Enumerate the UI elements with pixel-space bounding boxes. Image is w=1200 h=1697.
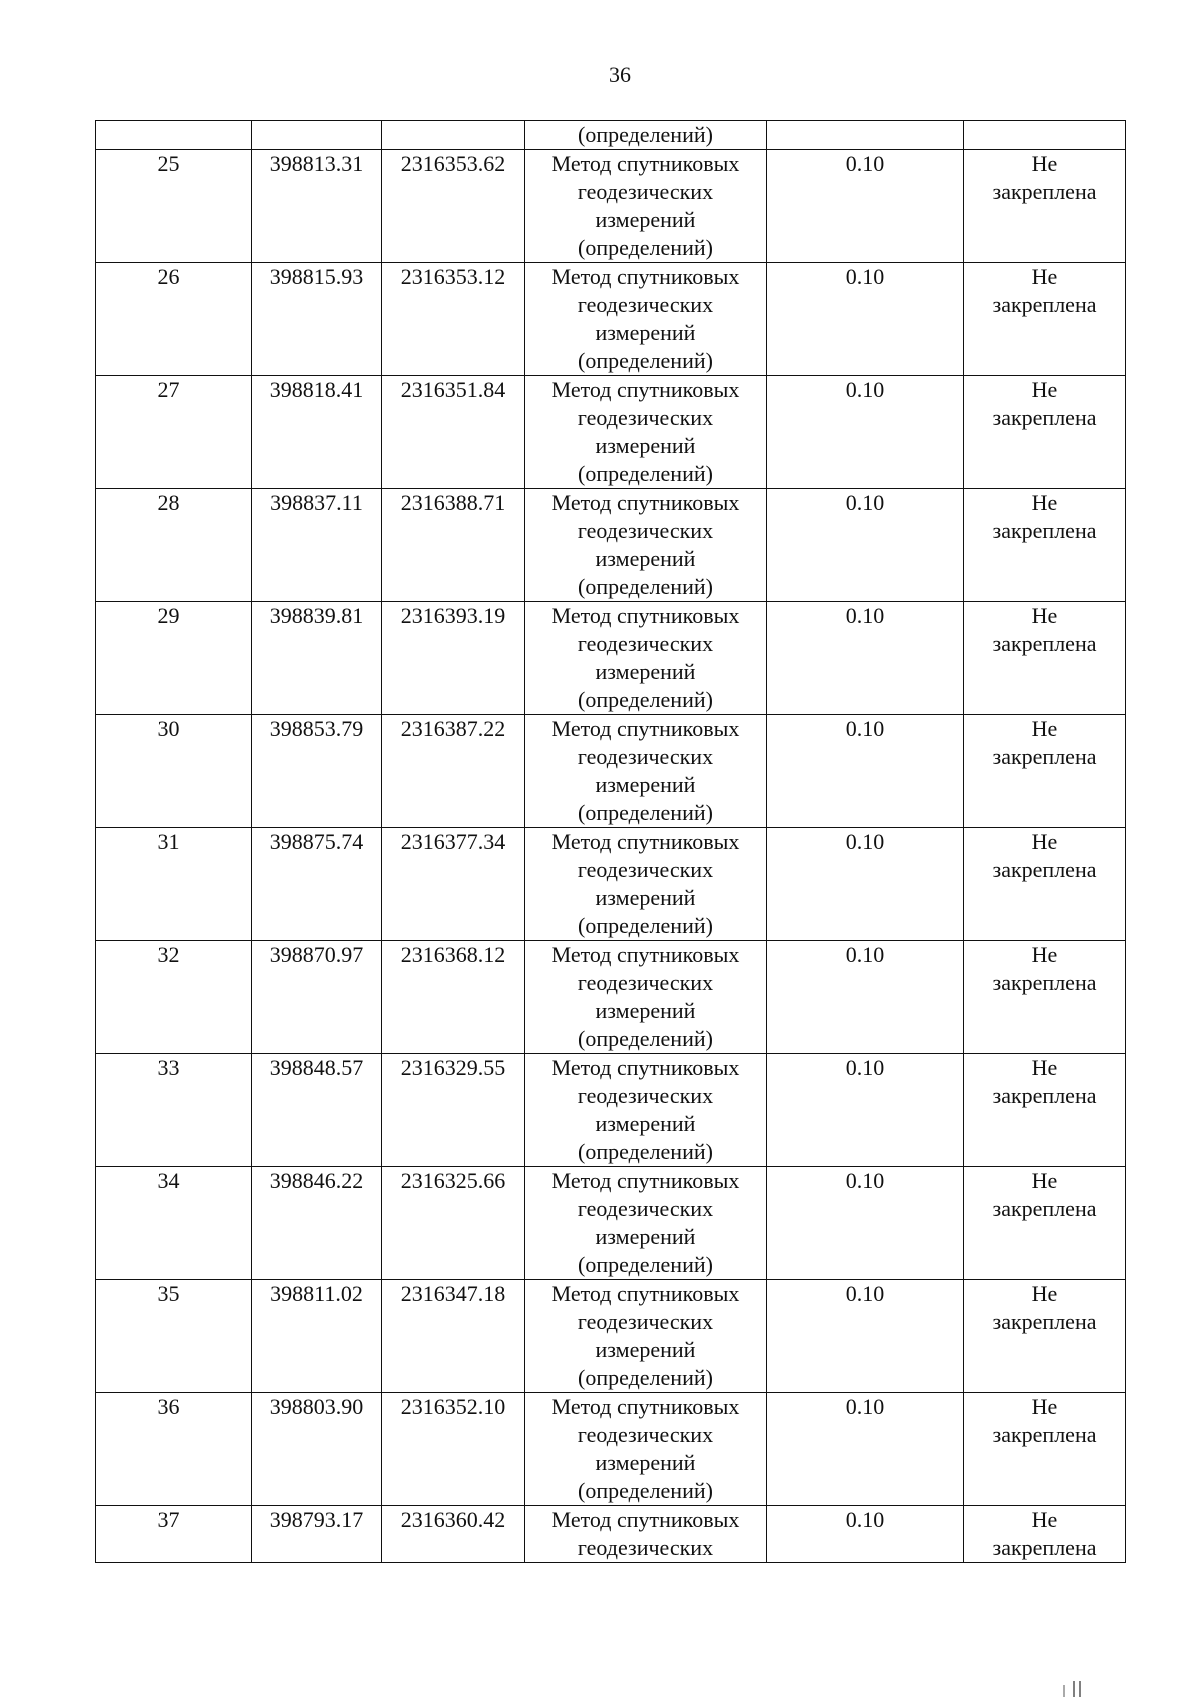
- method-line: (определений): [578, 461, 713, 486]
- fixing-cell: [964, 1393, 1126, 1506]
- accuracy-cell: 0.10: [767, 263, 964, 376]
- fixing-cell: [964, 1054, 1126, 1167]
- y-coordinate-cell: 2316353.62: [382, 150, 525, 263]
- method-line: Метод спутниковых: [551, 1394, 740, 1419]
- table-row: [96, 941, 1126, 1054]
- table-row: [96, 1167, 1126, 1280]
- fixing-line: Не: [1031, 1507, 1058, 1532]
- y-coordinate-cell: 2316388.71: [382, 489, 525, 602]
- accuracy-cell: 0.10: [767, 828, 964, 941]
- x-coordinate-cell: 398815.93: [252, 263, 382, 376]
- fixing-line: закреплена: [992, 405, 1097, 430]
- fixing-line: Не: [1031, 942, 1058, 967]
- fixing-cell: [964, 828, 1126, 941]
- method-line: (определений): [578, 1026, 713, 1051]
- x-coordinate-cell: 398818.41: [252, 376, 382, 489]
- fixing-cell: [964, 941, 1126, 1054]
- table-row: [96, 1506, 1126, 1563]
- x-coordinate-cell: [252, 121, 382, 150]
- method-cell: [525, 1280, 767, 1393]
- fixing-line: закреплена: [992, 631, 1097, 656]
- method-cell: [525, 1506, 767, 1563]
- x-coordinate-cell: 398853.79: [252, 715, 382, 828]
- method-line: (определений): [578, 574, 713, 599]
- point-number-cell: 36: [96, 1393, 252, 1506]
- accuracy-cell: 0.10: [767, 602, 964, 715]
- fixing-line: Не: [1031, 1055, 1058, 1080]
- point-number-cell: 25: [96, 150, 252, 263]
- method-line: геодезических: [577, 518, 714, 543]
- page-number: 36: [609, 62, 631, 87]
- fixing-line: Не: [1031, 716, 1058, 741]
- point-number-cell: 28: [96, 489, 252, 602]
- method-line: измерений: [595, 659, 696, 684]
- coordinates-table: [95, 120, 1126, 1563]
- y-coordinate-cell: 2316368.12: [382, 941, 525, 1054]
- method-line: Метод спутниковых: [551, 151, 740, 176]
- fixing-line: Не: [1031, 490, 1058, 515]
- method-line: измерений: [595, 998, 696, 1023]
- x-coordinate-cell: 398870.97: [252, 941, 382, 1054]
- method-line: измерений: [595, 772, 696, 797]
- accuracy-cell: 0.10: [767, 150, 964, 263]
- y-coordinate-cell: 2316325.66: [382, 1167, 525, 1280]
- accuracy-cell: 0.10: [767, 489, 964, 602]
- method-cell: [525, 263, 767, 376]
- accuracy-cell: 0.10: [767, 1054, 964, 1167]
- point-number-cell: 31: [96, 828, 252, 941]
- fixing-cell: [964, 150, 1126, 263]
- method-cell: [525, 376, 767, 489]
- table-row: [96, 263, 1126, 376]
- method-line: измерений: [595, 207, 696, 232]
- method-cell: [525, 121, 767, 150]
- method-line: Метод спутниковых: [551, 1055, 740, 1080]
- x-coordinate-cell: 398793.17: [252, 1506, 382, 1563]
- method-line: геодезических: [577, 1535, 714, 1560]
- method-line: измерений: [595, 1450, 696, 1475]
- method-line: Метод спутниковых: [551, 377, 740, 402]
- accuracy-cell: 0.10: [767, 1393, 964, 1506]
- method-cell: [525, 828, 767, 941]
- method-line: геодезических: [577, 857, 714, 882]
- method-line: геодезических: [577, 631, 714, 656]
- point-number-cell: 27: [96, 376, 252, 489]
- table-row: [96, 1054, 1126, 1167]
- table-row: [96, 1393, 1126, 1506]
- fixing-line: закреплена: [992, 857, 1097, 882]
- point-number-cell: 35: [96, 1280, 252, 1393]
- method-cell: [525, 715, 767, 828]
- fixing-line: Не: [1031, 1281, 1058, 1306]
- method-cell: [525, 1393, 767, 1506]
- fixing-line: закреплена: [992, 179, 1097, 204]
- x-coordinate-cell: 398813.31: [252, 150, 382, 263]
- y-coordinate-cell: 2316387.22: [382, 715, 525, 828]
- method-line: (определений): [578, 235, 713, 260]
- y-coordinate-cell: 2316352.10: [382, 1393, 525, 1506]
- fixing-line: Не: [1031, 151, 1058, 176]
- point-number-cell: 29: [96, 602, 252, 715]
- point-number-cell: 34: [96, 1167, 252, 1280]
- method-line: Метод спутниковых: [551, 1507, 740, 1532]
- y-coordinate-cell: [382, 121, 525, 150]
- method-line: Метод спутниковых: [551, 1168, 740, 1193]
- fixing-line: закреплена: [992, 1083, 1097, 1108]
- scan-edge-mark: [1062, 1681, 1086, 1697]
- y-coordinate-cell: 2316377.34: [382, 828, 525, 941]
- fixing-line: закреплена: [992, 1196, 1097, 1221]
- method-line: измерений: [595, 433, 696, 458]
- method-line: измерений: [595, 1224, 696, 1249]
- fixing-line: закреплена: [992, 518, 1097, 543]
- method-line: геодезических: [577, 405, 714, 430]
- fixing-line: закреплена: [992, 970, 1097, 995]
- method-line: Метод спутниковых: [551, 603, 740, 628]
- method-cell: [525, 602, 767, 715]
- method-line: геодезических: [577, 1422, 714, 1447]
- fixing-line: Не: [1031, 377, 1058, 402]
- y-coordinate-cell: 2316353.12: [382, 263, 525, 376]
- accuracy-cell: 0.10: [767, 1280, 964, 1393]
- fixing-line: Не: [1031, 1394, 1058, 1419]
- y-coordinate-cell: 2316347.18: [382, 1280, 525, 1393]
- accuracy-cell: [767, 121, 964, 150]
- method-line: измерений: [595, 1337, 696, 1362]
- method-cell: [525, 489, 767, 602]
- fixing-line: закреплена: [992, 744, 1097, 769]
- x-coordinate-cell: 398875.74: [252, 828, 382, 941]
- fixing-cell: [964, 1280, 1126, 1393]
- table-row: [96, 715, 1126, 828]
- method-line: геодезических: [577, 970, 714, 995]
- method-cell: [525, 150, 767, 263]
- method-line: геодезических: [577, 1309, 714, 1334]
- fixing-line: закреплена: [992, 1422, 1097, 1447]
- fixing-cell: [964, 376, 1126, 489]
- method-line: Метод спутниковых: [551, 264, 740, 289]
- point-number-cell: [96, 121, 252, 150]
- method-cell: [525, 941, 767, 1054]
- table-row: [96, 1280, 1126, 1393]
- method-line: геодезических: [577, 179, 714, 204]
- fixing-cell: [964, 602, 1126, 715]
- point-number-cell: 32: [96, 941, 252, 1054]
- fixing-cell: [964, 263, 1126, 376]
- method-line: Метод спутниковых: [551, 716, 740, 741]
- method-line: измерений: [595, 1111, 696, 1136]
- table-row: [96, 602, 1126, 715]
- method-line: геодезических: [577, 744, 714, 769]
- fixing-line: закреплена: [992, 1309, 1097, 1334]
- method-line: (определений): [578, 687, 713, 712]
- fixing-line: закреплена: [992, 292, 1097, 317]
- accuracy-cell: 0.10: [767, 1506, 964, 1563]
- method-cell: [525, 1054, 767, 1167]
- x-coordinate-cell: 398837.11: [252, 489, 382, 602]
- method-line: Метод спутниковых: [551, 942, 740, 967]
- y-coordinate-cell: 2316360.42: [382, 1506, 525, 1563]
- method-line: (определений): [578, 348, 713, 373]
- method-line: измерений: [595, 885, 696, 910]
- table-body: [96, 121, 1126, 1563]
- fixing-cell: [964, 121, 1126, 150]
- point-number-cell: 33: [96, 1054, 252, 1167]
- fixing-line: Не: [1031, 603, 1058, 628]
- fixing-line: Не: [1031, 1168, 1058, 1193]
- method-line: измерений: [595, 546, 696, 571]
- x-coordinate-cell: 398848.57: [252, 1054, 382, 1167]
- method-line: Метод спутниковых: [551, 490, 740, 515]
- table-row: [96, 489, 1126, 602]
- method-line: (определений): [578, 1365, 713, 1390]
- method-line: (определений): [578, 800, 713, 825]
- table-row-continuation: [96, 121, 1126, 150]
- method-line: (определений): [578, 122, 713, 147]
- method-line: Метод спутниковых: [551, 1281, 740, 1306]
- method-line: (определений): [578, 1252, 713, 1277]
- y-coordinate-cell: 2316393.19: [382, 602, 525, 715]
- method-line: (определений): [578, 1478, 713, 1503]
- x-coordinate-cell: 398803.90: [252, 1393, 382, 1506]
- method-line: измерений: [595, 320, 696, 345]
- method-cell: [525, 1167, 767, 1280]
- point-number-cell: 26: [96, 263, 252, 376]
- method-line: геодезических: [577, 1196, 714, 1221]
- fixing-cell: [964, 1167, 1126, 1280]
- fixing-line: Не: [1031, 829, 1058, 854]
- y-coordinate-cell: 2316351.84: [382, 376, 525, 489]
- method-line: (определений): [578, 913, 713, 938]
- fixing-cell: [964, 1506, 1126, 1563]
- fixing-line: Не: [1031, 264, 1058, 289]
- accuracy-cell: 0.10: [767, 941, 964, 1054]
- x-coordinate-cell: 398839.81: [252, 602, 382, 715]
- table-row: [96, 828, 1126, 941]
- method-line: (определений): [578, 1139, 713, 1164]
- point-number-cell: 30: [96, 715, 252, 828]
- fixing-cell: [964, 715, 1126, 828]
- table-row: [96, 150, 1126, 263]
- point-number-cell: 37: [96, 1506, 252, 1563]
- method-line: геодезических: [577, 292, 714, 317]
- method-line: Метод спутниковых: [551, 829, 740, 854]
- fixing-line: закреплена: [992, 1535, 1097, 1560]
- table-row: [96, 376, 1126, 489]
- x-coordinate-cell: 398811.02: [252, 1280, 382, 1393]
- accuracy-cell: 0.10: [767, 376, 964, 489]
- y-coordinate-cell: 2316329.55: [382, 1054, 525, 1167]
- fixing-cell: [964, 489, 1126, 602]
- accuracy-cell: 0.10: [767, 715, 964, 828]
- accuracy-cell: 0.10: [767, 1167, 964, 1280]
- x-coordinate-cell: 398846.22: [252, 1167, 382, 1280]
- method-line: геодезических: [577, 1083, 714, 1108]
